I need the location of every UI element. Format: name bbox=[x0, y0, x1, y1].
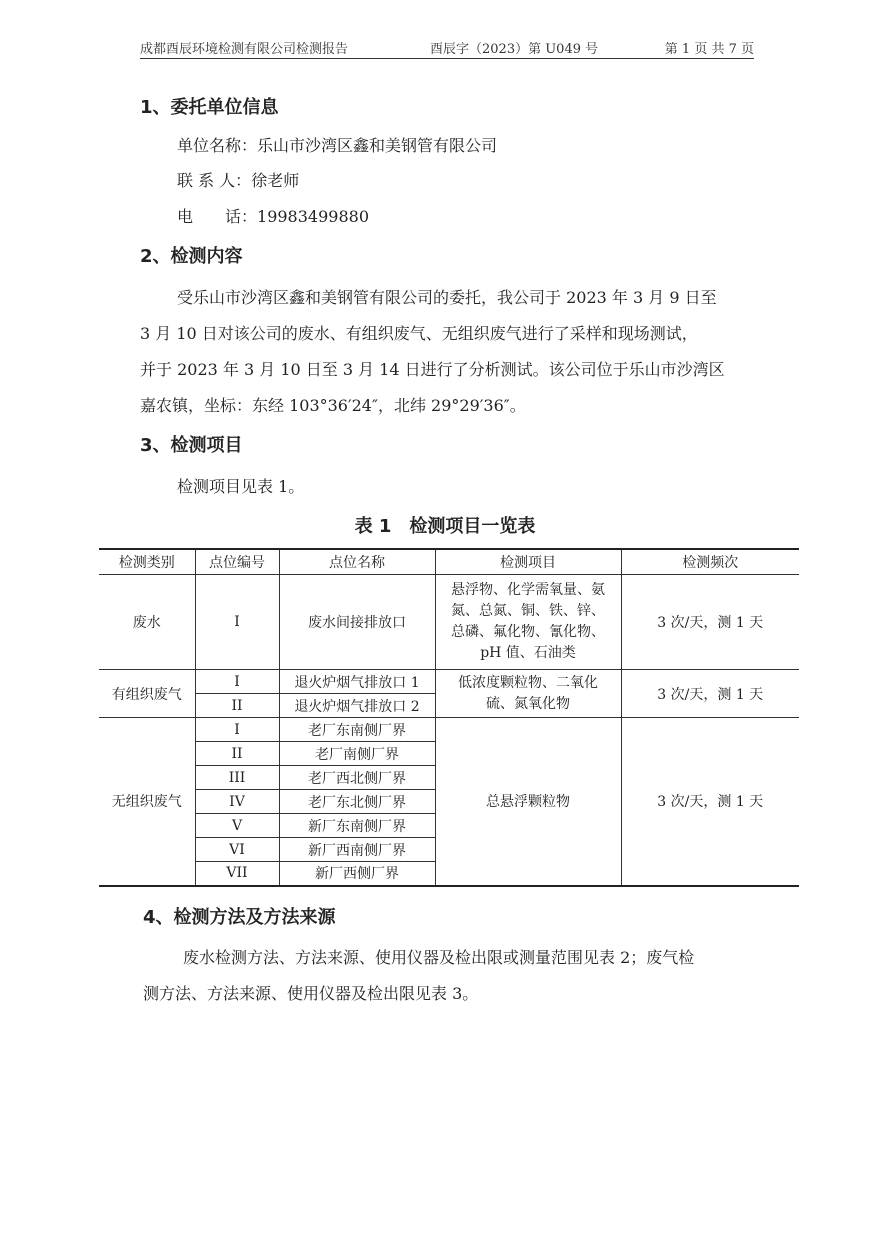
contact-line bbox=[177, 168, 299, 191]
table-header-row bbox=[99, 549, 799, 575]
unorganized-point-no: II bbox=[195, 742, 279, 766]
unorganized-point-name: 老厂南侧厂界 bbox=[279, 742, 435, 766]
col-header-category: 检测类别 bbox=[99, 549, 195, 575]
section3-title: 3、检测项目 bbox=[140, 435, 243, 456]
unorganized-point-no: IV bbox=[195, 790, 279, 814]
paragraph-line: 并于 2023 年 3 月 10 日至 3 月 14 日进行了分析测试。该公司位于乐山市沙湾区 bbox=[140, 360, 725, 379]
unorganized-point-no: III bbox=[195, 766, 279, 790]
unorganized-point-no: I bbox=[195, 718, 279, 742]
contact-label: 联 系 人： bbox=[177, 171, 252, 190]
unorganized-point-name: 新厂东南侧厂界 bbox=[279, 814, 435, 838]
section4-title: 4、检测方法及方法来源 bbox=[143, 907, 336, 928]
organized-items bbox=[435, 670, 621, 718]
organized-point-no: I bbox=[195, 670, 279, 694]
phone-line bbox=[177, 204, 369, 227]
wastewater-items bbox=[435, 575, 621, 670]
table-row bbox=[99, 718, 799, 742]
items-line: 硫、氮氧化物 bbox=[486, 695, 570, 712]
organized-point-name: 退火炉烟气排放口 2 bbox=[279, 694, 435, 718]
col-header-point-no: 点位编号 bbox=[195, 549, 279, 575]
unorganized-items: 总悬浮颗粒物 bbox=[435, 718, 621, 886]
detection-items-table bbox=[99, 548, 799, 887]
unit-name-label: 单位名称： bbox=[177, 136, 258, 155]
items-line: 氮、总氮、铜、铁、锌、 bbox=[451, 603, 605, 619]
paragraph-line: 受乐山市沙湾区鑫和美钢管有限公司的委托，我公司于 2023 年 3 月 9 日至 bbox=[177, 288, 717, 307]
paragraph-line: 嘉农镇，坐标：东经 103°36′24″，北纬 29°29′36″。 bbox=[140, 396, 526, 415]
unorganized-point-name: 老厂东北侧厂界 bbox=[279, 790, 435, 814]
unorganized-point-no: V bbox=[195, 814, 279, 838]
unorganized-point-no: VII bbox=[195, 862, 279, 886]
wastewater-point-no: I bbox=[195, 575, 279, 670]
header-page-number: 第 1 页 共 7 页 bbox=[664, 42, 754, 57]
items-line: 低浓度颗粒物、二氧化 bbox=[458, 674, 598, 691]
paragraph-line: 3 月 10 日对该公司的废水、有组织废气、无组织废气进行了采样和现场测试， bbox=[140, 324, 698, 343]
page-header bbox=[140, 36, 754, 59]
items-line: pH 值、石油类 bbox=[480, 645, 576, 661]
organized-frequency: 3 次/天，测 1 天 bbox=[621, 670, 799, 718]
phone-label: 电 话： bbox=[177, 207, 258, 226]
unorganized-point-name: 老厂西北侧厂界 bbox=[279, 766, 435, 790]
phone-value: 19983499880 bbox=[257, 207, 369, 226]
section2-paragraph bbox=[140, 280, 725, 424]
items-line: 总磷、氟化物、氰化物、 bbox=[451, 624, 605, 640]
unorganized-point-no: VI bbox=[195, 838, 279, 862]
col-header-point-name: 点位名称 bbox=[279, 549, 435, 575]
section4-paragraph bbox=[143, 940, 694, 1012]
unorganized-category: 无组织废气 bbox=[99, 718, 195, 886]
table-row bbox=[99, 575, 799, 670]
organized-category: 有组织废气 bbox=[99, 670, 195, 718]
wastewater-frequency: 3 次/天，测 1 天 bbox=[621, 575, 799, 670]
unorganized-point-name: 老厂东南侧厂界 bbox=[279, 718, 435, 742]
items-line: 悬浮物、化学需氧量、氨 bbox=[451, 582, 605, 598]
unorganized-point-name: 新厂西南侧厂界 bbox=[279, 838, 435, 862]
unit-name-value: 乐山市沙湾区鑫和美钢管有限公司 bbox=[257, 136, 498, 155]
header-company-report: 成都酉辰环境检测有限公司检测报告 bbox=[140, 42, 349, 57]
header-report-number: 酉辰字（2023）第 U049 号 bbox=[430, 42, 599, 57]
paragraph-line: 测方法、方法来源、使用仪器及检出限见表 3。 bbox=[143, 984, 479, 1003]
contact-value: 徐老师 bbox=[251, 171, 300, 190]
unit-name-line bbox=[177, 133, 497, 156]
section3-text: 检测项目见表 1。 bbox=[177, 477, 305, 496]
wastewater-category: 废水 bbox=[99, 575, 195, 670]
unorganized-point-name: 新厂西侧厂界 bbox=[279, 862, 435, 886]
table1-title: 表 1 检测项目一览表 bbox=[354, 516, 536, 537]
section1-title: 1、委托单位信息 bbox=[140, 97, 279, 118]
paragraph-line: 废水检测方法、方法来源、使用仪器及检出限或测量范围见表 2；废气检 bbox=[183, 948, 695, 967]
section2-title: 2、检测内容 bbox=[140, 246, 243, 267]
col-header-items: 检测项目 bbox=[435, 549, 621, 575]
unorganized-frequency: 3 次/天，测 1 天 bbox=[621, 718, 799, 886]
organized-point-name: 退火炉烟气排放口 1 bbox=[279, 670, 435, 694]
wastewater-point-name: 废水间接排放口 bbox=[279, 575, 435, 670]
organized-point-no: II bbox=[195, 694, 279, 718]
table-row bbox=[99, 670, 799, 694]
col-header-frequency: 检测频次 bbox=[621, 549, 799, 575]
